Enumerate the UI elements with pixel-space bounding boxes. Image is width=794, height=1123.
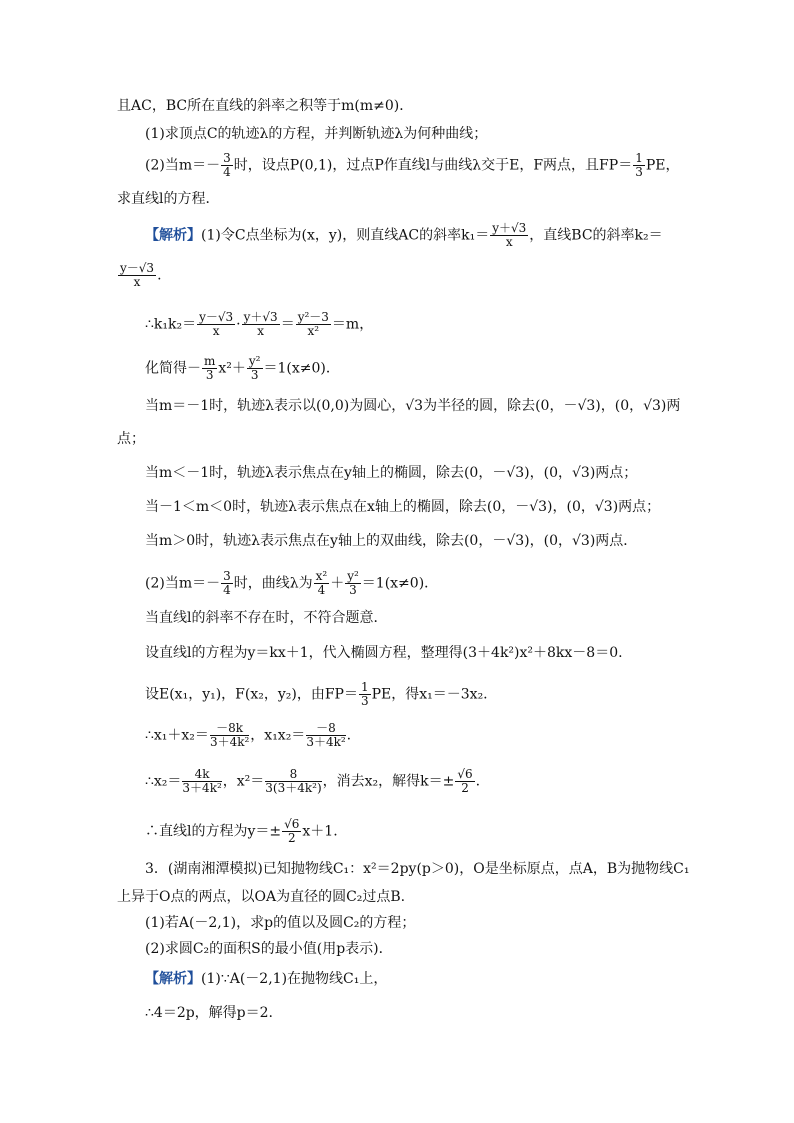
fraction-y2-3b [345,570,361,597]
fraction-sum [210,722,249,749]
problem-3-line1: 3．(湖南湘潭模拟)已知抛物线C₁：x²＝2py(p＞0)，O是坐标原点，点A，B为抛物线C₁ [145,861,690,877]
part2-curve: (2)当m＝－ $\frac{3}{4}$ 时，曲线λ为 $\frac{\text{x²}}{4}$ ＋ $\frac{\text{y²}}{3}$ ＝1(x≠0)． [145,569,439,597]
fraction-prod [306,722,345,749]
fraction-numerator: －8k [210,722,249,736]
fraction-numerator: 3 [223,151,231,165]
fraction-denominator: 4 [317,583,326,597]
part2-text-a: (2)当m＝－ [145,575,221,592]
fraction-denominator: x [212,324,220,338]
fraction-numerator: 8 [265,768,321,782]
fraction-denominator: 3 [205,368,214,382]
solve-text-b: ，x²＝ [222,773,265,790]
fraction-numerator: y－√3 [120,261,155,275]
fraction-mult2 [242,311,280,338]
product-text-b: ＝m， [331,316,374,333]
problem-3-line2: 上异于O点的两点，以OA为直径的圆C₂过点B. [117,889,406,905]
fraction-numerator: y＋√3 [243,310,278,324]
q2-text-b: 时，设点P(0,1)，过点P作直线l与曲线λ交于E，F两点，且FP＝ [233,157,633,174]
fraction-denominator: 2 [461,781,469,795]
vieta-text-b: ，x₁x₂＝ [250,727,306,744]
fraction-numerator: －8 [306,722,345,736]
solution-part1-start [145,222,663,249]
part2-text-c: ＝1(x≠0)． [361,575,439,592]
case-m-gt-0: 当m＞0时，轨迹λ表示焦点在y轴上的双曲线，除去(0，－√3)，(0，√3)两点． [145,533,638,549]
fraction-y2-3 [247,355,263,382]
slope-k2-line: $\frac{y-√3}{x}$ . [120,261,162,289]
fraction-k1 [490,222,528,249]
simplify-text-b: ＝1(x≠0)． [263,360,340,377]
fraction-denominator: 3 [635,165,643,179]
part2-text-b: 时，曲线λ为 [233,575,313,592]
solution-tag: 【解析】 [145,227,201,244]
fraction-denominator: 3 [360,694,369,708]
case-m-eq-minus1: 当m＝－1时，轨迹λ表示以(0,0)为圆心，√3为半径的圆，除去(0，－√3)，(0，√3)两 [145,398,681,414]
product-line: ∴k₁k₂＝ $\frac{y-√3}{x}$ · $\frac{y+√3}{x}$ ＝ $\frac{\text{y²－3}}{\text{x²}}$ ＝m， [145,310,374,338]
fraction-denominator: x [257,324,265,338]
problem-3-q1: (1)若A(－2,1)，求p的值以及圆C₂的方程； [145,915,416,931]
solve-text-c: ，消去x₂，解得k＝± [322,773,455,790]
fraction-numerator: 1 [360,680,369,694]
fraction-denominator: x [505,235,513,249]
fraction-k-b [282,818,301,845]
fraction-numerator: 4k [182,768,221,782]
fraction-m3 [202,355,217,382]
fraction-numerator: y－√3 [199,310,234,324]
p3-solution-text: (1)∵A(－2,1)在抛物线C₁上， [201,971,388,987]
fraction-3-4 [221,152,233,179]
problem-3-solution [145,970,387,988]
fraction-denominator: x [133,275,141,289]
case-minus1-lt-m-lt-0: 当－1＜m＜0时，轨迹λ表示焦点在x轴上的椭圆，除去(0，－√3)，(0，√3)两点； [145,499,661,515]
fraction-x2sq [265,768,321,795]
fraction-denominator: 3＋4k² [182,781,222,795]
fraction-denominator: 4 [223,165,231,179]
final-line-equation [145,818,338,845]
fraction-numerator: m [204,354,216,368]
line-equation-substitution: 设直线l的方程为y＝kx＋1，代入椭圆方程，整理得(3＋4k²)x²＋8kx－8＝0. [145,645,623,661]
question-1: (1)求顶点C的轨迹λ的方程，并判断轨迹λ为何种曲线； [145,126,488,142]
question-2-cont: 求直线l的方程． [117,191,220,207]
simplified-equation: 化简得－ $\frac{m}{3}$ x²＋ $\frac{\text{y²}}{3}$ ＝1(x≠0)． [145,354,340,382]
vieta-line: ∴x₁＋x₂＝ $\frac{-8k}{\text{3＋4k²}}$ ，x₁x₂＝ $\frac{-8}{\text{3＋4k²}}$ . [145,721,352,749]
fraction-numerator: √6 [284,817,300,831]
fraction-x2 [182,768,221,795]
fraction-x2-4 [314,570,330,597]
solve-k-line: ∴x₂＝ $\frac{4k}{\text{3＋4k²}}$ ，x²＝ $\frac{8}{\text{3(3＋4k²)}}$ ，消去x₂，解得k＝± $\frac{√6}{2}$ . [145,767,481,795]
fraction-denominator: x² [307,324,320,338]
fraction-numerator: 1 [635,151,643,165]
fraction-mult1 [197,311,235,338]
fraction-1-3b [359,681,371,708]
points-text-b: PE，得x₁＝－3x₂. [371,686,488,703]
fraction-k2 [118,262,156,289]
simplify-text-a: 化简得－ [145,360,201,377]
q2-text-a: (2)当m＝－ [145,157,221,174]
problem-condition-line: 且AC，BC所在直线的斜率之积等于m(m≠0)． [117,98,414,114]
points-ef-line [145,681,488,708]
fraction-mult3 [296,311,331,338]
solve-text-a: ∴x₂＝ [145,773,182,790]
fraction-numerator: 3 [223,569,231,583]
fraction-denominator: 2 [287,831,296,845]
solution-text-a: (1)令C点坐标为(x，y)，则直线AC的斜率k₁＝ [201,227,490,244]
solution-text-b: ，直线BC的斜率k₂＝ [529,227,663,244]
fraction-numerator: y＋√3 [492,221,527,235]
question-2 [145,152,679,179]
slope-undefined-line: 当直线l的斜率不存在时，不符合题意． [145,610,388,626]
fraction-1-3 [633,152,645,179]
final-text-b: x＋1. [302,823,338,840]
fraction-3-4b [221,570,233,597]
fraction-denominator: 3＋4k² [209,735,250,749]
fraction-numerator: y²－3 [297,310,329,324]
case-m-lt-minus1: 当m＜－1时，轨迹λ表示焦点在y轴上的椭圆，除去(0，－√3)，(0，√3)两点； [145,465,638,481]
fraction-numerator: y² [248,354,261,368]
fraction-k [455,768,474,795]
fraction-numerator: y² [347,569,359,583]
fraction-numerator: √6 [457,767,473,781]
fraction-denominator: 3＋4k² [306,735,346,749]
fraction-numerator: x² [315,569,328,583]
points-text-a: 设E(x₁，y₁)，F(x₂，y₂)，由FP＝ [145,686,358,703]
fraction-denominator: 3 [250,368,259,382]
solution-tag-3: 【解析】 [145,971,201,987]
fraction-denominator: 3(3＋4k²) [265,781,322,795]
case-m-eq-minus1-cont: 点； [117,431,145,447]
final-text-a: ∴直线l的方程为y＝± [145,823,282,840]
vieta-text-a: ∴x₁＋x₂＝ [145,727,209,744]
fraction-denominator: 3 [349,583,357,597]
product-text-a: ∴k₁k₂＝ [145,316,197,333]
fraction-denominator: 4 [223,583,231,597]
problem-3-solution-2: ∴4＝2p，解得p＝2. [145,1005,274,1021]
problem-3-q2: (2)求圆C₂的面积S的最小值(用p表示)． [145,941,393,957]
q2-text-c: PE， [645,157,680,174]
